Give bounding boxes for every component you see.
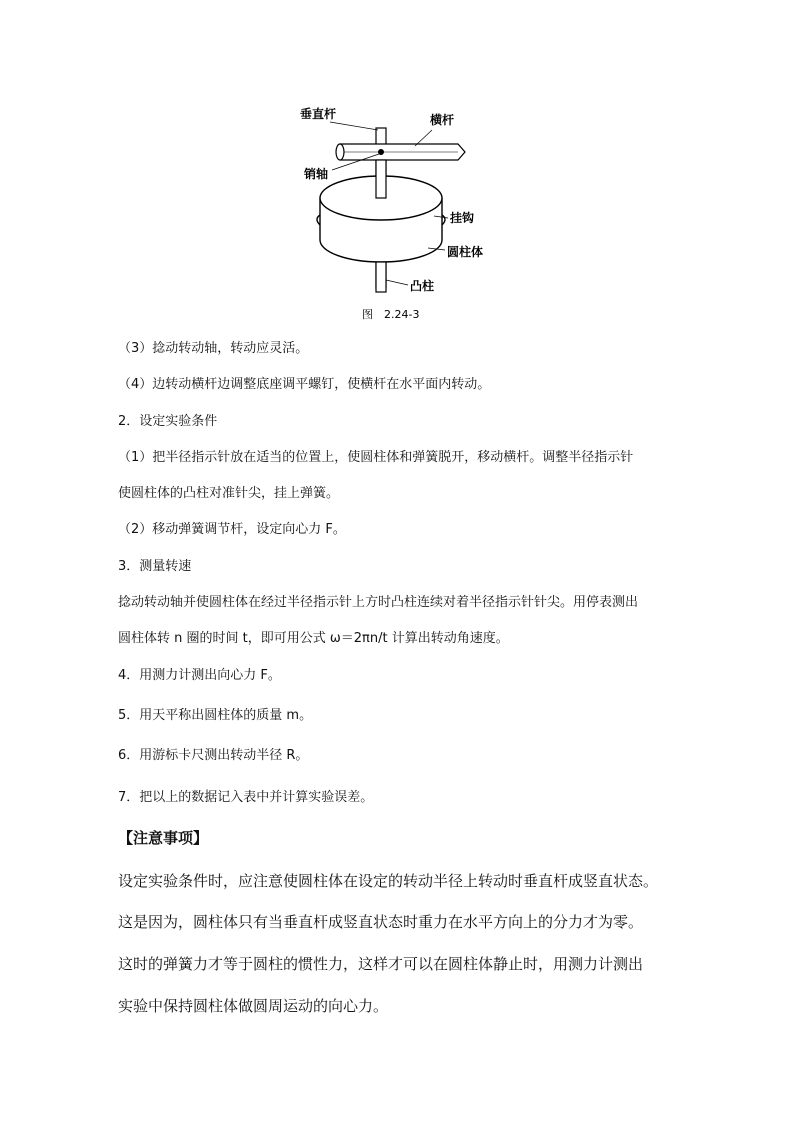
label-cylinder: 圆柱体: [447, 245, 484, 259]
step-line: （4）边转动横杆边调整底座调平螺钉，使横杆在水平面内转动。: [118, 377, 491, 392]
step-line: （1）把半径指示针放在适当的位置上，使圆柱体和弹簧脱开，移动横杆。调整半径指示针: [118, 450, 634, 465]
notes-line: 这时的弹簧力才等于圆柱的惯性力，这样才可以在圆柱体静止时，用测力计测出: [118, 955, 644, 973]
step-line: 捻动转动轴并使圆柱体在经过半径指示针上方时凸柱连续对着半径指示针针尖。用停表测出: [118, 595, 639, 610]
step-line: （3）捻动转动轴，转动应灵活。: [118, 341, 309, 356]
notes-heading: 【注意事项】: [118, 829, 209, 847]
section-heading: 2．设定实验条件: [118, 414, 218, 429]
step-line: 圆柱体转 n 圈的时间 t，即可用公式 ω＝2πn/t 计算出转动角速度。: [118, 631, 509, 646]
step-line: 4．用测力计测出向心力 F。: [118, 668, 281, 683]
step-line: 使圆柱体的凸柱对准针尖，挂上弹簧。: [118, 486, 340, 501]
apparatus-figure: [290, 100, 500, 330]
notes-line: 设定实验条件时，应注意使圆柱体在设定的转动半径上转动时垂直杆成竖直状态。: [118, 872, 659, 890]
figure-caption: 图 2.24-3: [362, 308, 420, 321]
step-line: 7．把以上的数据记入表中并计算实验误差。: [118, 790, 374, 805]
notes-line: 这是因为，圆柱体只有当垂直杆成竖直状态时重力在水平方向上的分力才为零。: [118, 913, 644, 931]
step-line: （2）移动弹簧调节杆，设定向心力 F。: [118, 522, 346, 537]
notes-line: 实验中保持圆柱体做圆周运动的向心力。: [118, 997, 389, 1015]
label-pin: 销轴: [304, 167, 329, 181]
label-boss: 凸柱: [410, 279, 435, 293]
section-heading: 3．测量转速: [118, 559, 192, 574]
label-hook: 挂钩: [450, 211, 475, 225]
step-line: 5．用天平称出圆柱体的质量 m。: [118, 708, 313, 723]
boss-post: [376, 262, 386, 292]
label-vertical-rod: 垂直杆: [300, 107, 337, 121]
step-line: 6．用游标卡尺测出转动半径 R。: [118, 748, 309, 763]
label-crossbar: 横杆: [430, 113, 455, 127]
